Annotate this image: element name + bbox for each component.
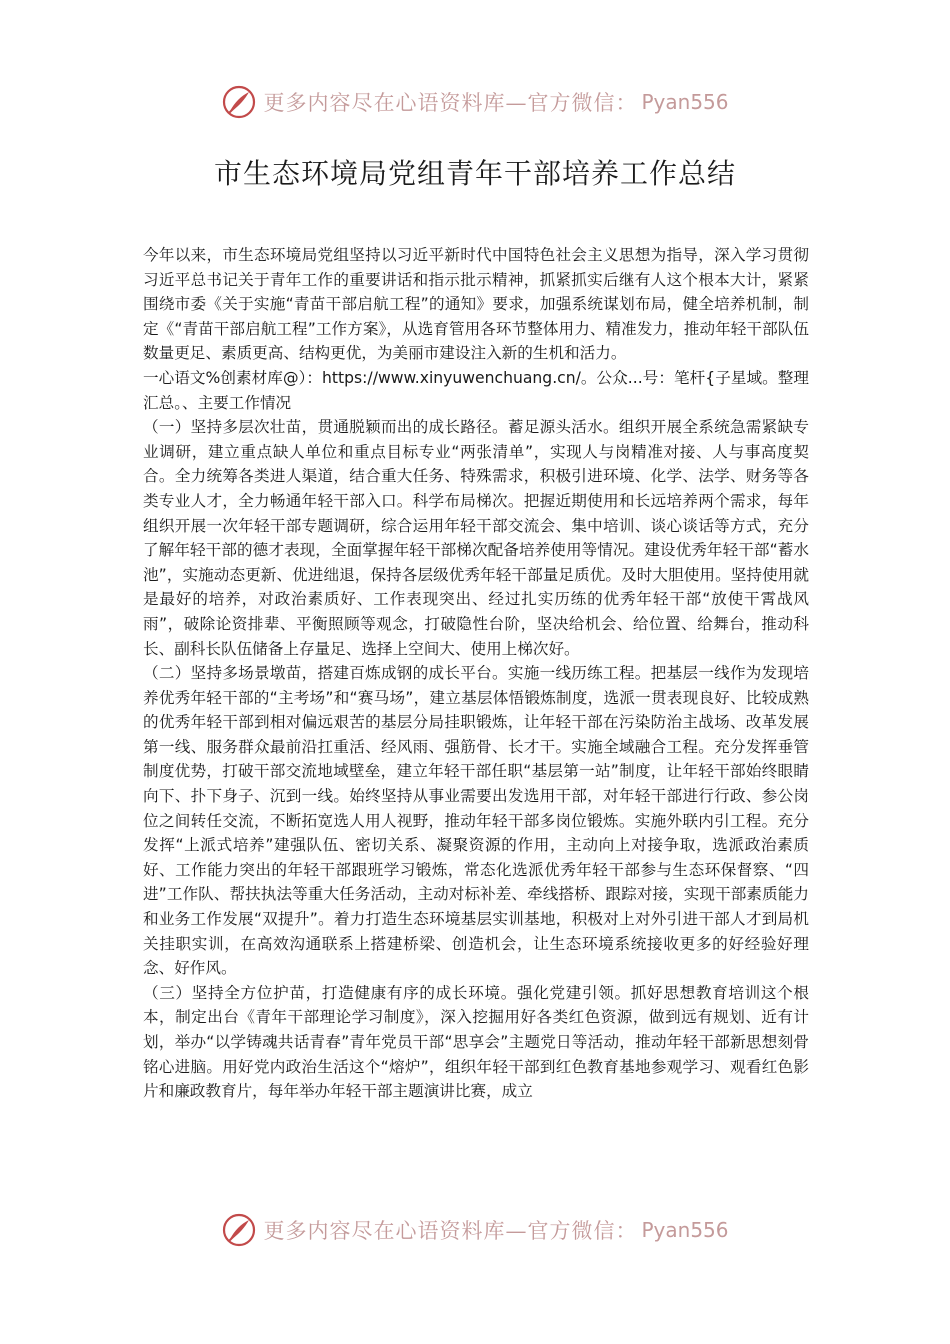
paragraph-section-1: （一）坚持多层次壮苗，贯通脱颖而出的成长路径。蓄足源头活水。组织开展全系统急需紧缺专业调研，建立重点缺人单位和重点目标专业“两张清单”，实现人与岗精准对接、人与事高度契合。全力统筹各类进人渠道，结合重大任务、特殊需求，积极引进环境、化学、法学、财务等各类专业人才，全力畅通年轻干部入口。科学布局梯次。把握近期使用和长远培养两个需求，每年组织开展一次年轻干部专题调研，综合运用年轻干部交流会、集中培训、谈心谈话等方式，充分了解年轻干部的德才表现，全面掌握年轻干部梯次配备培养使用等情况。建设优秀年轻干部“蓄水池”，实施动态更新、优进绌退，保持各层级优秀年轻干部量足质优。及时大胆使用。坚持使用就是最好的培养，对政治素质好、工作表现突出、经过扎实历练的优秀年轻干部“放使干霄战风雨”，破除论资排辈、平衡照顾等观念，打破隐性台阶，坚决给机会、给位置、给舞台，推动科长、副科长队伍储备上存量足、选择上空间大、使用上梯次好。 <box>143 418 809 658</box>
banner-wechat-id: Pyan556 <box>641 1218 729 1242</box>
quill-logo-icon <box>221 84 257 120</box>
banner-text: 更多内容尽在心语资料库—官方微信： <box>263 1219 638 1243</box>
paragraph-section-3: （三）坚持全方位护苗，打造健康有序的成长环境。强化党建引领。抓好思想教育培训这个根本，制定出台《青年干部理论学习制度》，深入挖掘用好各类红色资源，做到远有规划、近有计划，举办“以学铸魂共话青春”青年党员干部“思享会”主题党日等活动，推动年轻干部新思想刻骨铭心进脑。用好党内政治生活这个“熔炉”，组织年轻干部到红色教育基地参观学习、观看红色影片和廉政教育片，每年举办年轻干部主题演讲比赛，成立 <box>143 983 809 1101</box>
footer-watermark-banner <box>0 1208 950 1252</box>
document-title: 市生态环境局党组青年干部培养工作总结 <box>213 157 736 190</box>
document-body <box>143 243 809 1104</box>
banner-text: 更多内容尽在心语资料库—官方微信： <box>263 91 638 115</box>
paragraph-intro: 今年以来，市生态环境局党组坚持以习近平新时代中国特色社会主义思想为指导，深入学习贯彻习近平总书记关于青年工作的重要讲话和指示批示精神，抓紧抓实后继有人这个根本大计，紧紧围绕市委《关于实施“青苗干部启航工程”的通知》要求，加强系统谋划布局，健全培养机制，制定《“青苗干部启航工程”工作方案》，从选育管用各环节整体用力、精准发力，推动年轻干部队伍数量更足、素质更高、结构更优，为美丽市建设注入新的生机和活力。 <box>143 246 809 363</box>
banner-wechat-id: Pyan556 <box>641 90 729 114</box>
quill-logo-icon <box>221 1212 257 1248</box>
paragraph-section-2: （二）坚持多场景墩苗，搭建百炼成钢的成长平台。实施一线历练工程。把基层一线作为发现培养优秀年轻干部的“主考场”和“赛马场”，建立基层体悟锻炼制度，选派一贯表现良好、比较成熟的优秀年轻干部到相对偏远艰苦的基层分局挂职锻炼，让年轻干部在污染防治主战场、改革发展第一线、服务群众最前沿扛重活、经风雨、强筋骨、长才干。实施全域融合工程。充分发挥垂管制度优势，打破干部交流地域壁垒，建立年轻干部任职“基层第一站”制度，让年轻干部始终眼睛向下、扑下身子、沉到一线。始终坚持从事业需要出发选用干部，对年轻干部进行行政、参公岗位之间转任交流，不断拓宽选人用人视野，推动年轻干部多岗位锻炼。实施外联内引工程。充分发挥“上派式培养”建强队伍、密切关系、凝聚资源的作用，主动向上对接争取，选派政治素质好、工作能力突出的年轻干部跟班学习锻炼，常态化选派优秀年轻干部参与生态环保督察、“四进”工作队、帮扶执法等重大任务活动，主动对标补差、牵线搭桥、跟踪对接，实现干部素质能力和业务工作发展“双提升”。着力打造生态环境基层实训基地，积极对上对外引进干部人才到局机关挂职实训，在高效沟通联系上搭建桥梁、创造机会，让生态环境系统接收更多的好经验好理念、好作风。 <box>143 664 809 978</box>
header-watermark-banner <box>0 80 950 124</box>
paragraph-source-note: 一心语文%创素材库@）：https://www.xinyuwenchuang.cn/。公众...号：笔杆{子星域。整理汇总。、主要工作情况 <box>143 368 809 412</box>
